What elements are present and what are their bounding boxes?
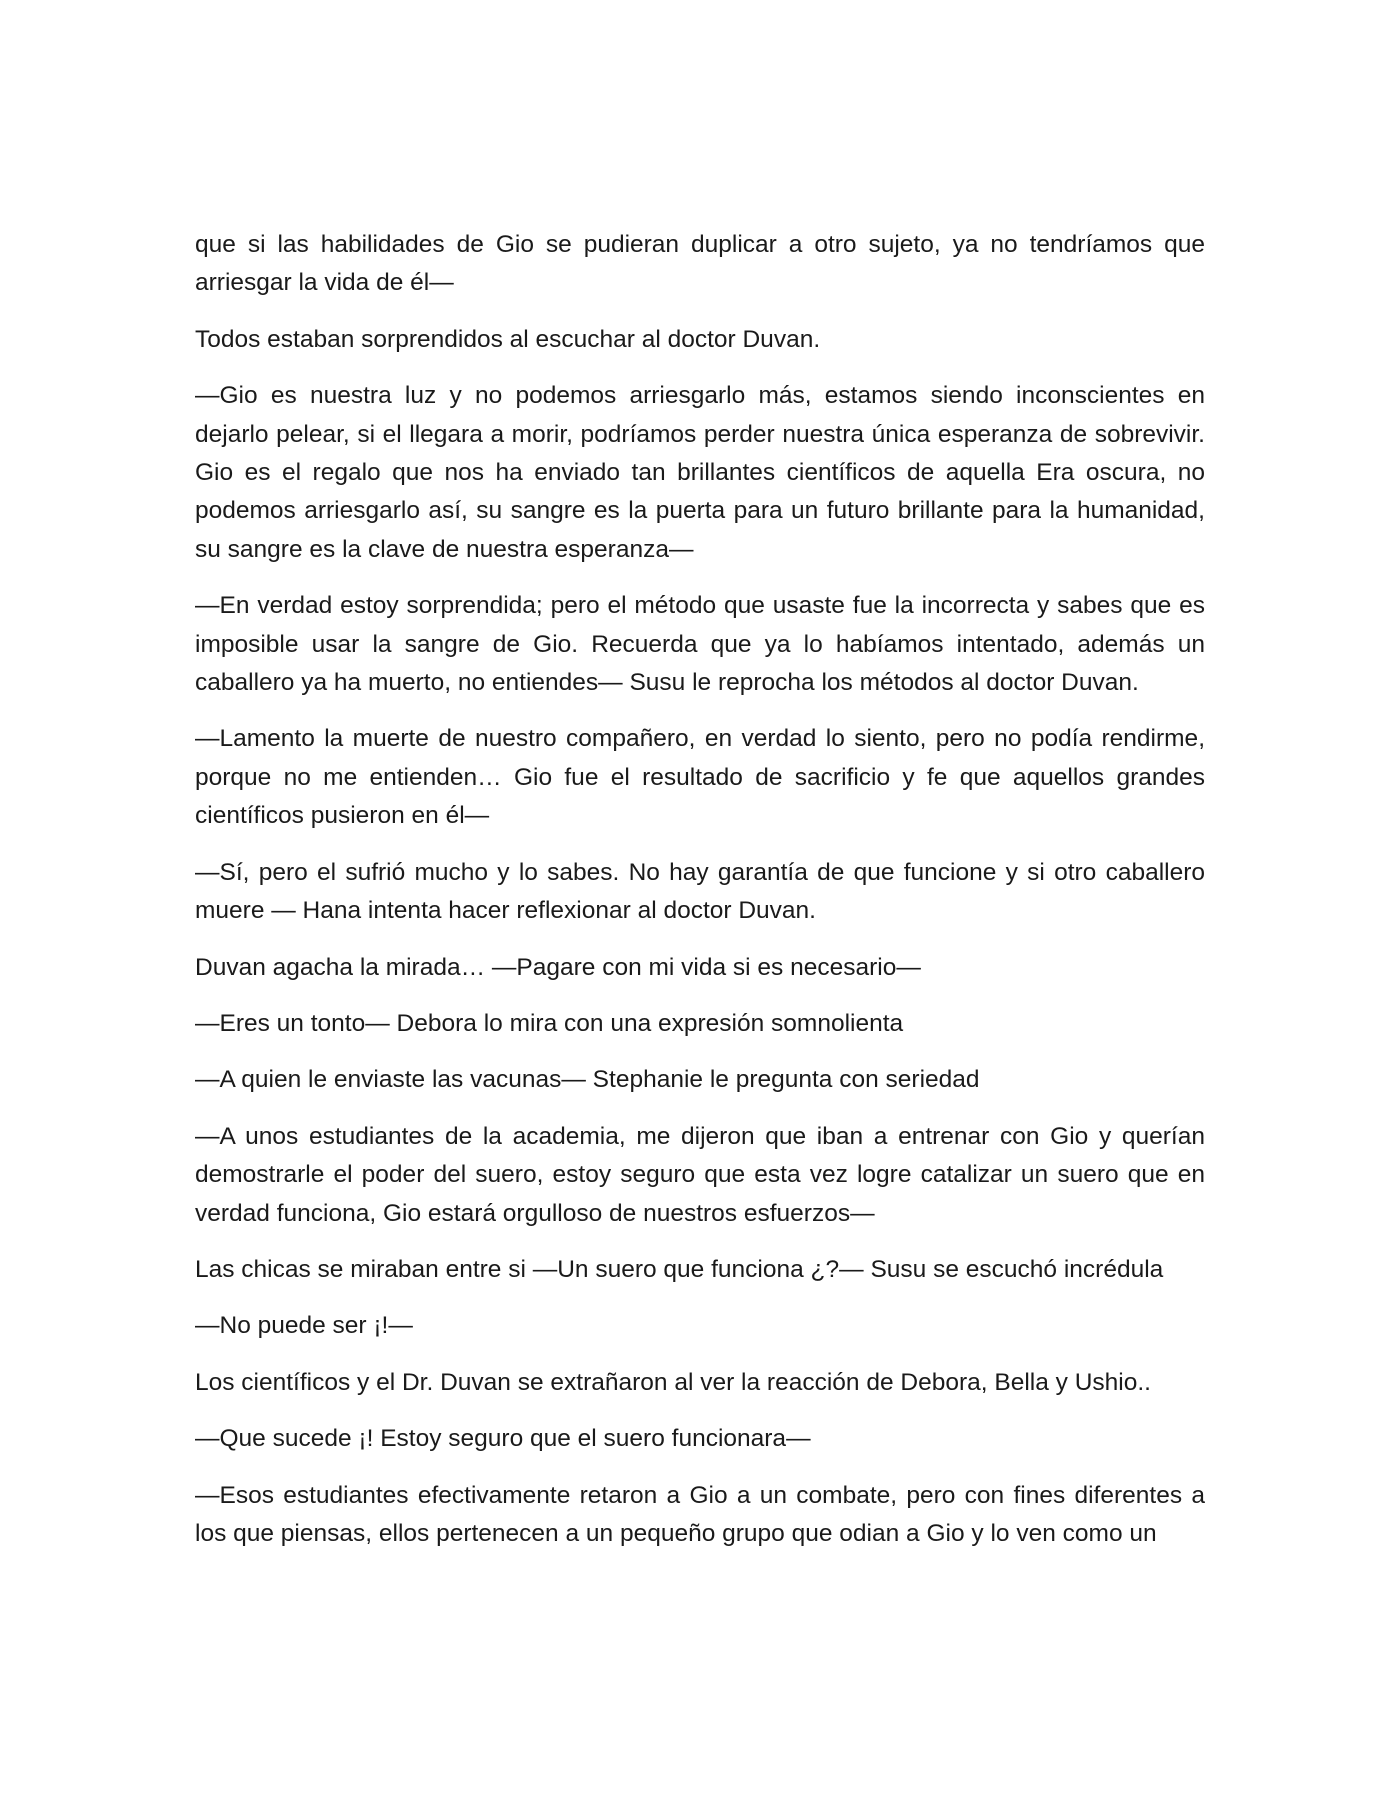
paragraph: —Gio es nuestra luz y no podemos arriesgarlo más, estamos siendo inconscientes en dejarlo pelear, si el llegara a morir, podríamos perder nuestra única esperanza de sobrevivir. Gio es el regalo que nos ha enviado tan brillantes científicos de aquella Era oscura, no podemos arriesgarlo así, su sangre es la puerta para un futuro brillante para la humanidad, su sangre es la clave de nuestra esperanza— [195,382,1205,563]
paragraph: —A unos estudiantes de la academia, me dijeron que iban a entrenar con Gio y querían demostrarle el poder del suero, estoy seguro que esta vez logre catalizar un suero que en verdad funciona, Gio estará orgulloso de nuestros esfuerzos— [195,1122,1205,1227]
paragraph: —En verdad estoy sorprendida; pero el método que usaste fue la incorrecta y sabes que es imposible usar la sangre de Gio. Recuerda que ya lo habíamos intentado, además un caballero ya ha muerto, no entiendes— Susu le reprocha los métodos al doctor Duvan. [195,592,1205,697]
paragraph: —Lamento la muerte de nuestro compañero, en verdad lo siento, pero no podía rendirme, porque no me entienden… Gio fue el resultado de sacrificio y fe que aquellos grandes científicos pusieron en él— [195,725,1205,830]
paragraph: que si las habilidades de Gio se pudieran duplicar a otro sujeto, ya no tendríamos que arriesgar la vida de él— [195,231,1205,297]
paragraph: Las chicas se miraban entre si —Un suero que funciona ¿?— Susu se escuchó incrédula [195,1255,1164,1283]
paragraph: Todos estaban sorprendidos al escuchar al doctor Duvan. [195,325,821,353]
paragraph: —Que sucede ¡! Estoy seguro que el suero funcionara— [195,1425,811,1453]
paragraph: —No puede ser ¡!— [195,1312,413,1340]
body-text [195,226,1205,1553]
paragraph: —Sí, pero el sufrió mucho y lo sabes. No hay garantía de que funcione y si otro caballero muere — Hana intenta hacer reflexionar al doctor Duvan. [195,858,1205,925]
paragraph: —Eres un tonto— Debora lo mira con una expresión somnolienta [195,1009,904,1037]
paragraph: —Esos estudiantes efectivamente retaron a Gio a un combate, pero con fines diferentes a los que piensas, ellos pertenecen a un pequeño grupo que odian a Gio y lo ven como un [195,1481,1205,1547]
paragraph: —A quien le enviaste las vacunas— Stephanie le pregunta con seriedad [195,1066,980,1094]
paragraph: Los científicos y el Dr. Duvan se extrañaron al ver la reacción de Debora, Bella y Ushio.. [195,1368,1151,1396]
paragraph: Duvan agacha la mirada… —Pagare con mi vida si es necesario— [195,953,921,981]
